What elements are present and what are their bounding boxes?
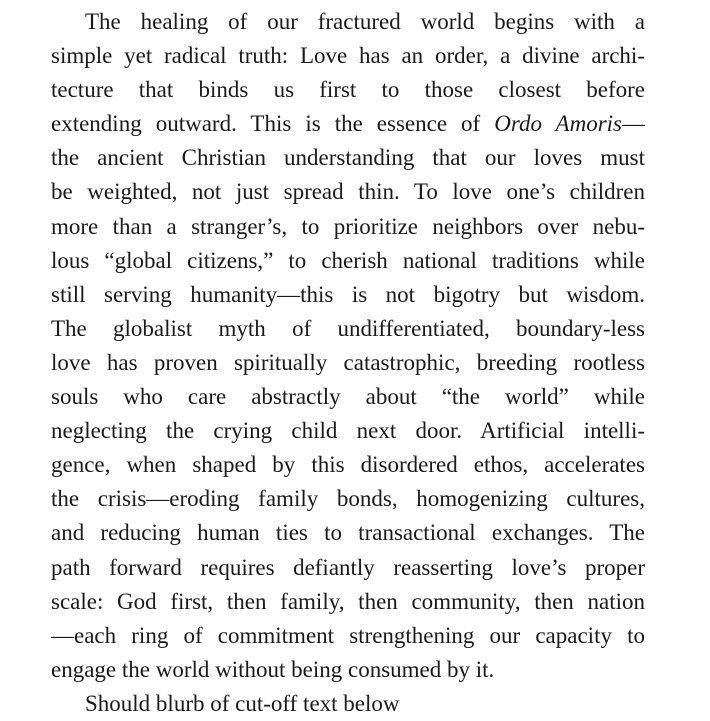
text-line-12: souls who care abstractly about “the world” while [51,384,645,410]
text-line-20: engage the world without being consumed by it. [51,656,495,682]
text-line-4: extending outward. This is the essence of Ordo Amoris— [51,111,645,137]
text-line-3: tecture that binds us first to those closest before [51,77,645,103]
text-line-16: and reducing human ties to transactional exchanges. The [51,520,645,546]
text-line-9: still serving humanity—this is not bigotry but wisdom. [51,281,645,307]
text-line-5: the ancient Christian understanding that our loves must [51,145,645,171]
text-line-14: gence, when shaped by this disordered ethos, accelerates [51,452,645,478]
text-line-17: path forward requires defiantly reasserting love’s proper [51,554,645,580]
next-paragraph-cutoff: Should blurb of cut-off text below [85,690,400,716]
text-line-13: neglecting the crying child next door. Artificial intelli- [51,418,645,444]
text-line-15: the crisis—eroding family bonds, homogenizing cultures, [51,486,645,512]
text-line-2: simple yet radical truth: Love has an order, a divine archi- [51,43,645,69]
text-line-7: more than a stranger’s, to prioritize neighbors over nebu- [51,213,645,239]
text-line-11: love has proven spiritually catastrophic, breeding rootless [51,349,645,375]
text-line-18: scale: God first, then family, then community, then nation [51,588,645,614]
document-page [51,5,645,721]
text-line-10: The globalist myth of undifferentiated, boundary-less [51,315,645,341]
text-line-6: be weighted, not just spread thin. To love one’s children [51,179,645,205]
text-line-19: —each ring of commitment strengthening our capacity to [51,622,645,648]
text-line-8: lous “global citizens,” to cherish national traditions while [51,247,645,273]
text-line-1: The healing of our fractured world begins with a [85,9,645,34]
italic-term: Ordo Amoris [494,111,622,137]
